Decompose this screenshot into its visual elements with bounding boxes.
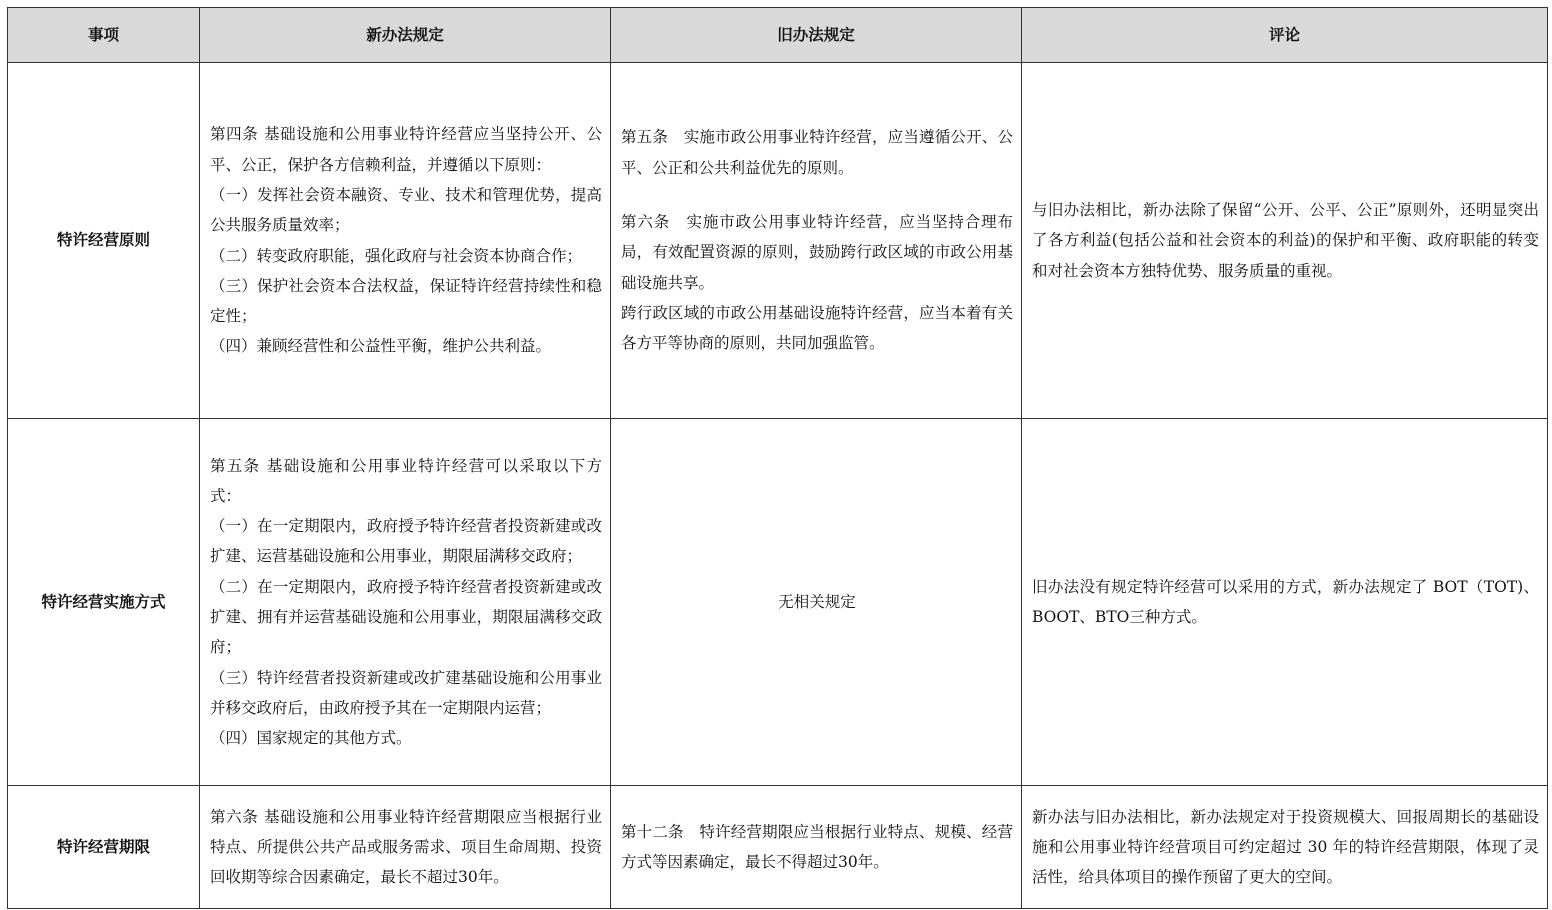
comment-cell: 新办法与旧办法相比，新办法规定对于投资规模大、回报周期长的基础设施和公用事业特许经营项目可约定超过 30 年的特许经营期限，体现了灵活性，给具体项目的操作预留了更大的空间。: [1022, 786, 1548, 909]
old-rule-paragraph: 第五条 实施市政公用事业特许经营，应当遵循公开、公平、公正和公共利益优先的原则。: [621, 128, 1013, 177]
topic-cell: 特许经营期限: [8, 786, 200, 909]
topic-cell: 特许经营实施方式: [8, 419, 200, 786]
new-rule-paragraph: （三）保护社会资本合法权益，保证特许经营持续性和稳定性；: [210, 276, 602, 326]
old-rule-cell: [611, 786, 1022, 909]
old-rule-cell: 无相关规定: [611, 419, 1022, 786]
old-rule-paragraph: 跨行政区域的市政公用基础设施特许经营，应当本着有关各方平等协商的原则，共同加强监管。: [621, 303, 1013, 353]
header-row: [8, 8, 1548, 63]
old-rule-cell: [611, 63, 1022, 419]
table-row: [8, 419, 1548, 786]
new-rule-cell: [200, 786, 611, 909]
header-topic: 事项: [8, 8, 200, 63]
comment-cell: 旧办法没有规定特许经营可以采用的方式，新办法规定了 BOT（TOT)、BOOT、BTO三种方式。: [1022, 419, 1548, 786]
new-rule-paragraph: （二）转变政府职能，强化政府与社会资本协商合作；: [210, 246, 583, 265]
header-comment: 评论: [1022, 8, 1548, 63]
new-rule-cell: [200, 419, 611, 786]
new-rule-paragraph: （四）国家规定的其他方式。: [210, 729, 412, 748]
old-rule-paragraph: 第六条 实施市政公用事业特许经营，应当坚持合理布局，有效配置资源的原则，鼓励跨行政区域的市政公用基础设施共享。: [621, 213, 1013, 292]
comparison-table: [7, 7, 1548, 909]
new-rule-cell: [200, 63, 611, 419]
new-rule-paragraph: 第五条 基础设施和公用事业特许经营可以采取以下方式：: [210, 456, 602, 505]
comment-cell: 与旧办法相比，新办法除了保留“公开、公平、公正”原则外，还明显突出了各方利益(包括公益和社会资本的利益)的保护和平衡、政府职能的转变和对社会资本方独特优势、服务质量的重视。: [1022, 63, 1548, 419]
header-new-rules: 新办法规定: [200, 8, 611, 63]
new-rule-paragraph: 第六条 基础设施和公用事业特许经营期限应当根据行业特点、所提供公共产品或服务需求、项目生命周期、投资回收期等综合因素确定，最长不超过30年。: [210, 807, 602, 887]
table-row: [8, 786, 1548, 909]
new-rule-paragraph: （一）发挥社会资本融资、专业、技术和管理优势，提高公共服务质量效率；: [210, 185, 602, 235]
paragraph-spacer: [621, 183, 1013, 207]
topic-cell: 特许经营原则: [8, 63, 200, 419]
table-row: [8, 63, 1548, 419]
new-rule-paragraph: （三）特许经营者投资新建或改扩建基础设施和公用事业并移交政府后，由政府授予其在一定期限内运营；: [210, 668, 602, 717]
old-rule-paragraph: 第十二条 特许经营期限应当根据行业特点、规模、经营方式等因素确定，最长不得超过30年。: [621, 822, 1013, 871]
new-rule-paragraph: （二）在一定期限内，政府授予特许经营者投资新建或改扩建、拥有并运营基础设施和公用事业，期限届满移交政府；: [210, 577, 602, 657]
new-rule-paragraph: （四）兼顾经营性和公益性平衡，维护公共利益。: [210, 337, 552, 356]
header-old-rules: 旧办法规定: [611, 8, 1022, 63]
new-rule-paragraph: （一）在一定期限内，政府授予特许经营者投资新建或改扩建、运营基础设施和公用事业，期限届满移交政府；: [210, 517, 602, 566]
new-rule-paragraph: 第四条 基础设施和公用事业特许经营应当坚持公开、公平、公正，保护各方信赖利益，并遵循以下原则：: [210, 125, 602, 174]
